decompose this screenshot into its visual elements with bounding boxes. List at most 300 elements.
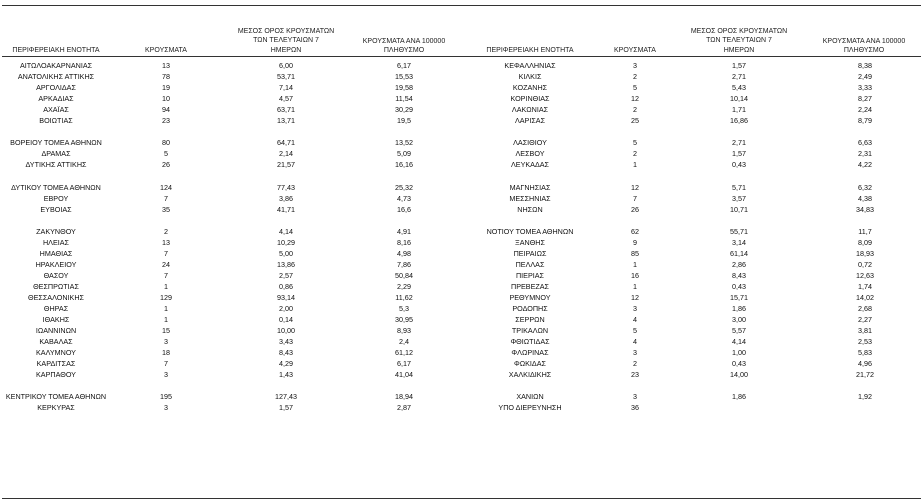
- region-cell: ΦΩΚΙΔΑΣ: [514, 359, 546, 369]
- cases-cell: 18: [162, 348, 170, 358]
- table-row: [0, 82, 465, 93]
- avg-cell: 10,00: [277, 326, 295, 336]
- region-cell: ΜΕΣΣΗΝΙΑΣ: [509, 193, 551, 203]
- avg-cell: 1,57: [732, 61, 746, 70]
- avg-cell: 3,14: [732, 237, 746, 247]
- region-cell: ΑΙΤΩΛΟΑΚΑΡΝΑΝΙΑΣ: [19, 61, 93, 70]
- avg-cell: 1,71: [732, 105, 746, 115]
- region-cell: ΙΩΑΝΝΙΝΩΝ: [35, 326, 77, 336]
- table-row: [0, 204, 465, 215]
- avg-cell: 0,43: [732, 281, 746, 291]
- cases-cell: 2: [164, 226, 168, 236]
- region-cell: ΝΟΤΙΟΥ ΤΟΜΕΑ ΑΘΗΝΩΝ: [486, 226, 574, 236]
- cases-cell: 1: [633, 259, 637, 269]
- cases-cell: 3: [633, 348, 637, 358]
- per100k-cell: 18,93: [856, 248, 874, 258]
- table-row: [0, 226, 465, 237]
- header-avg-line3-right: ΗΜΕΡΩΝ: [723, 46, 755, 54]
- table-row: [0, 336, 465, 347]
- avg-cell: 4,14: [732, 337, 746, 347]
- cases-cell: 7: [164, 270, 168, 280]
- avg-cell: 14,00: [730, 370, 748, 380]
- region-cell: ΗΛΕΙΑΣ: [42, 237, 70, 247]
- per100k-cell: 3,33: [858, 83, 872, 93]
- header-avg: [226, 27, 346, 55]
- region-cell: ΠΙΕΡΙΑΣ: [515, 270, 544, 280]
- cases-cell: 13: [162, 237, 170, 247]
- avg-cell: 3,86: [279, 193, 293, 203]
- cases-cell: 16: [631, 270, 639, 280]
- per100k-cell: 34,83: [856, 204, 874, 214]
- per100k-cell: 2,4: [399, 337, 409, 347]
- region-cell: ΗΜΑΘΙΑΣ: [39, 248, 73, 258]
- per100k-cell: 6,32: [858, 182, 872, 192]
- table-row: [465, 226, 923, 237]
- table-row: [465, 259, 923, 270]
- region-cell: ΚΟΖΑΝΗΣ: [512, 83, 548, 93]
- cases-cell: 124: [160, 182, 172, 192]
- per100k-cell: 2,49: [858, 72, 872, 82]
- avg-cell: 5,43: [732, 83, 746, 93]
- per100k-cell: 2,68: [858, 304, 872, 314]
- region-cell: ΦΛΩΡΙΝΑΣ: [511, 348, 549, 358]
- per100k-cell: 4,96: [858, 359, 872, 369]
- avg-cell: 5,71: [732, 182, 746, 192]
- cases-cell: 3: [633, 304, 637, 314]
- table-row: [465, 104, 923, 115]
- table-row: [0, 314, 465, 325]
- avg-cell: 64,71: [277, 138, 295, 148]
- avg-cell: 7,14: [279, 83, 293, 93]
- table-row: [465, 369, 923, 380]
- avg-cell: 53,71: [277, 72, 295, 82]
- per100k-cell: 19,5: [397, 116, 411, 126]
- header-per-right: [805, 37, 923, 56]
- table-row: [0, 248, 465, 259]
- per100k-cell: 19,58: [395, 83, 413, 93]
- avg-cell: 2,71: [732, 138, 746, 148]
- per100k-cell: 2,27: [858, 315, 872, 325]
- per100k-cell: 2,31: [858, 149, 872, 159]
- per100k-cell: 4,91: [397, 226, 411, 236]
- avg-cell: 13,71: [277, 116, 295, 126]
- avg-cell: 0,43: [732, 359, 746, 369]
- per100k-cell: 11,54: [395, 94, 413, 104]
- region-cell: ΛΑΚΩΝΙΑΣ: [511, 105, 549, 115]
- per100k-cell: 3,81: [858, 326, 872, 336]
- per100k-cell: 13,52: [395, 138, 413, 148]
- table-row: [0, 60, 465, 71]
- per100k-cell: 16,6: [397, 204, 411, 214]
- avg-cell: 77,43: [277, 182, 295, 192]
- per100k-cell: 2,24: [858, 105, 872, 115]
- table-row: [465, 115, 923, 126]
- cases-cell: 2: [633, 72, 637, 82]
- table-row: [465, 148, 923, 159]
- region-cell: ΚΟΡΙΝΘΙΑΣ: [510, 94, 550, 104]
- per100k-cell: 4,98: [397, 248, 411, 258]
- avg-cell: 4,14: [279, 226, 293, 236]
- avg-cell: 3,57: [732, 193, 746, 203]
- region-cell: ΔΥΤΙΚΟΥ ΤΟΜΕΑ ΑΘΗΝΩΝ: [11, 182, 101, 192]
- avg-cell: 13,86: [277, 259, 295, 269]
- table-row: [465, 159, 923, 170]
- cases-cell: 5: [164, 149, 168, 159]
- table-row: [0, 270, 465, 281]
- region-cell: ΠΡΕΒΕΖΑΣ: [511, 281, 549, 291]
- region-cell: ΡΕΘΥΜΝΟΥ: [509, 292, 551, 302]
- cases-cell: 35: [162, 204, 170, 214]
- top-border: [2, 5, 921, 6]
- region-cell: ΖΑΚΥΝΘΟΥ: [36, 226, 76, 236]
- table-row: [0, 170, 465, 181]
- region-cell: ΛΕΣΒΟΥ: [515, 149, 545, 159]
- header-region-right: ΠΕΡΙΦΕΡΕΙΑΚΗ ΕΝΟΤΗΤΑ: [486, 47, 574, 54]
- table-row: [0, 215, 465, 226]
- avg-cell: 63,71: [277, 105, 295, 115]
- cases-cell: 2: [633, 149, 637, 159]
- avg-cell: 1,43: [279, 370, 293, 380]
- region-cell: ΘΗΡΑΣ: [43, 304, 69, 314]
- table-row: [465, 380, 923, 391]
- table-row: [0, 237, 465, 248]
- per100k-cell: 5,09: [397, 149, 411, 159]
- cases-cell: 129: [160, 292, 172, 302]
- per100k-cell: 16,16: [395, 160, 413, 170]
- region-cell: ΜΑΓΝΗΣΙΑΣ: [509, 182, 551, 192]
- per100k-cell: 18,94: [395, 392, 413, 402]
- avg-cell: 21,57: [277, 160, 295, 170]
- bottom-border: [2, 498, 921, 499]
- table-row: [0, 380, 465, 391]
- region-cell: ΘΕΣΣΑΛΟΝΙΚΗΣ: [28, 292, 84, 302]
- cases-cell: 94: [162, 105, 170, 115]
- per100k-cell: 30,29: [395, 105, 413, 115]
- region-cell: ΡΟΔΟΠΗΣ: [512, 304, 548, 314]
- table-row: [0, 303, 465, 314]
- per100k-cell: 15,53: [395, 72, 413, 82]
- table-row: [0, 104, 465, 115]
- per100k-cell: 4,38: [858, 193, 872, 203]
- avg-cell: 0,86: [279, 281, 293, 291]
- avg-cell: 1,86: [732, 392, 746, 402]
- table-row: [0, 159, 465, 170]
- per100k-cell: 30,95: [395, 315, 413, 325]
- header-per: [348, 37, 460, 56]
- table-row: [465, 270, 923, 281]
- avg-cell: 15,71: [730, 292, 748, 302]
- avg-cell: 55,71: [730, 226, 748, 236]
- per100k-cell: 4,22: [858, 160, 872, 170]
- table-row: [465, 292, 923, 303]
- cases-cell: 4: [633, 337, 637, 347]
- cases-cell: 195: [160, 392, 172, 402]
- header-per-line2: ΠΛΗΘΥΣΜΟ: [383, 47, 425, 55]
- table-row: [0, 259, 465, 270]
- per100k-cell: 50,84: [395, 270, 413, 280]
- table-row: [465, 248, 923, 259]
- cases-cell: 23: [162, 116, 170, 126]
- avg-cell: 61,14: [730, 248, 748, 258]
- region-cell: ΑΧΑΪΑΣ: [43, 105, 69, 115]
- region-cell: ΒΟΙΩΤΙΑΣ: [39, 116, 73, 126]
- header-avg-line3: ΗΜΕΡΩΝ: [270, 46, 302, 54]
- cases-cell: 7: [633, 193, 637, 203]
- table-row: [465, 204, 923, 215]
- avg-cell: 2,86: [732, 259, 746, 269]
- table-row: [0, 369, 465, 380]
- cases-cell: 1: [633, 281, 637, 291]
- avg-cell: 5,57: [732, 326, 746, 336]
- right-rows: [465, 60, 923, 414]
- avg-cell: 0,43: [732, 160, 746, 170]
- avg-cell: 127,43: [275, 392, 297, 402]
- per100k-cell: 1,92: [858, 392, 872, 402]
- avg-cell: 5,00: [279, 248, 293, 258]
- table-row: [465, 193, 923, 204]
- region-cell: ΠΕΙΡΑΙΩΣ: [513, 248, 547, 258]
- avg-cell: 3,00: [732, 315, 746, 325]
- cases-cell: 78: [162, 72, 170, 82]
- region-cell: ΥΠΟ ΔΙΕΡΕΥΝΗΣΗ: [498, 403, 562, 413]
- region-cell: ΘΕΣΠΡΩΤΙΑΣ: [33, 281, 79, 291]
- per100k-cell: 0,72: [858, 259, 872, 269]
- table-row: [465, 325, 923, 336]
- cases-cell: 10: [162, 94, 170, 104]
- table-row: [465, 182, 923, 193]
- region-cell: ΤΡΙΚΑΛΩΝ: [511, 326, 549, 336]
- avg-cell: 1,00: [732, 348, 746, 358]
- table-row: [465, 402, 923, 413]
- cases-cell: 25: [631, 116, 639, 126]
- region-cell: ΑΡΚΑΔΙΑΣ: [38, 94, 74, 104]
- table-row: [465, 281, 923, 292]
- header-avg-line2: ΤΩΝ ΤΕΛΕΥΤΑΙΩΝ 7: [253, 37, 319, 45]
- header-per-line1: ΚΡΟΥΣΜΑΤΑ ΑΝΑ 100000: [362, 38, 446, 45]
- avg-cell: 4,29: [279, 359, 293, 369]
- avg-cell: 2,57: [279, 270, 293, 280]
- table-row: [0, 292, 465, 303]
- cases-cell: 13: [162, 61, 170, 70]
- avg-cell: 10,29: [277, 237, 295, 247]
- cases-cell: 5: [633, 138, 637, 148]
- per100k-cell: 8,79: [858, 116, 872, 126]
- table-row: [465, 303, 923, 314]
- region-cell: ΔΥΤΙΚΗΣ ΑΤΤΙΚΗΣ: [25, 160, 87, 170]
- region-cell: ΑΡΓΟΛΙΔΑΣ: [36, 83, 76, 93]
- region-cell: ΚΕΝΤΡΙΚΟΥ ΤΟΜΕΑ ΑΘΗΝΩΝ: [5, 392, 107, 402]
- region-cell: ΗΡΑΚΛΕΙΟΥ: [35, 259, 77, 269]
- cases-cell: 24: [162, 259, 170, 269]
- region-cell: ΚΙΛΚΙΣ: [518, 72, 542, 82]
- cases-cell: 36: [631, 403, 639, 413]
- cases-cell: 26: [162, 160, 170, 170]
- table-row: [0, 182, 465, 193]
- table-row: [465, 347, 923, 358]
- avg-cell: 3,43: [279, 337, 293, 347]
- avg-cell: 8,43: [732, 270, 746, 280]
- cases-cell: 2: [633, 105, 637, 115]
- header-per-line1-right: ΚΡΟΥΣΜΑΤΑ ΑΝΑ 100000: [822, 38, 906, 45]
- table-row: [0, 93, 465, 104]
- table-row: [0, 126, 465, 137]
- cases-cell: 1: [164, 304, 168, 314]
- region-cell: ΝΗΣΩΝ: [517, 204, 543, 214]
- per100k-cell: 12,63: [856, 270, 874, 280]
- cases-cell: 85: [631, 248, 639, 258]
- cases-cell: 12: [631, 182, 639, 192]
- avg-cell: 4,57: [279, 94, 293, 104]
- cases-cell: 26: [631, 204, 639, 214]
- table-row: [465, 215, 923, 226]
- table-row: [465, 60, 923, 71]
- per100k-cell: 21,72: [856, 370, 874, 380]
- per100k-cell: 8,93: [397, 326, 411, 336]
- cases-cell: 1: [164, 315, 168, 325]
- cases-cell: 7: [164, 193, 168, 203]
- region-cell: ΛΑΣΙΘΙΟΥ: [513, 138, 547, 148]
- per100k-cell: 4,73: [397, 193, 411, 203]
- per100k-cell: 2,53: [858, 337, 872, 347]
- per100k-cell: 5,3: [399, 304, 409, 314]
- region-cell: ΙΘΑΚΗΣ: [42, 315, 70, 325]
- region-cell: ΠΕΛΛΑΣ: [515, 259, 545, 269]
- table-row: [465, 137, 923, 148]
- cases-cell: 80: [162, 138, 170, 148]
- header-avg-right: [679, 27, 799, 55]
- per100k-cell: 41,04: [395, 370, 413, 380]
- table-row: [0, 325, 465, 336]
- table-row: [0, 391, 465, 402]
- cases-cell: 5: [633, 83, 637, 93]
- region-cell: ΘΑΣΟΥ: [43, 270, 69, 280]
- table-row: [465, 358, 923, 369]
- region-cell: ΔΡΑΜΑΣ: [41, 149, 71, 159]
- table-row: [465, 126, 923, 137]
- table-row: [0, 71, 465, 82]
- table-row: [465, 170, 923, 181]
- table-row: [0, 281, 465, 292]
- cases-cell: 3: [164, 370, 168, 380]
- per100k-cell: 8,27: [858, 94, 872, 104]
- avg-cell: 0,14: [279, 315, 293, 325]
- per100k-cell: 8,16: [397, 237, 411, 247]
- region-cell: ΕΒΡΟΥ: [43, 193, 69, 203]
- table-row: [465, 336, 923, 347]
- table-row: [0, 358, 465, 369]
- region-cell: ΧΑΛΚΙΔΙΚΗΣ: [508, 370, 552, 380]
- avg-cell: 41,71: [277, 204, 295, 214]
- avg-cell: 10,71: [730, 204, 748, 214]
- region-cell: ΚΑΡΔΙΤΣΑΣ: [36, 359, 76, 369]
- per100k-cell: 6,63: [858, 138, 872, 148]
- table-row: [465, 314, 923, 325]
- cases-cell: 9: [633, 237, 637, 247]
- avg-cell: 1,57: [732, 149, 746, 159]
- per100k-cell: 8,09: [858, 237, 872, 247]
- header-avg-line1: ΜΕΣΟΣ ΟΡΟΣ ΚΡΟΥΣΜΑΤΩΝ: [237, 28, 335, 35]
- region-cell: ΑΝΑΤΟΛΙΚΗΣ ΑΤΤΙΚΗΣ: [17, 72, 95, 82]
- cases-cell: 1: [164, 281, 168, 291]
- cases-cell: 7: [164, 359, 168, 369]
- per100k-cell: 7,86: [397, 259, 411, 269]
- cases-cell: 1: [633, 160, 637, 170]
- table-row: [0, 115, 465, 126]
- table-row: [465, 71, 923, 82]
- per100k-cell: 8,38: [858, 61, 872, 70]
- table-row: [0, 347, 465, 358]
- table-row: [0, 148, 465, 159]
- avg-cell: 6,00: [279, 61, 293, 70]
- region-cell: ΣΕΡΡΩΝ: [515, 315, 545, 325]
- avg-cell: 1,86: [732, 304, 746, 314]
- table-row: [0, 193, 465, 204]
- cases-cell: 62: [631, 226, 639, 236]
- cases-cell: 2: [633, 359, 637, 369]
- avg-cell: 93,14: [277, 292, 295, 302]
- header-cases-right: ΚΡΟΥΣΜΑΤΑ: [614, 47, 656, 54]
- cases-cell: 15: [162, 326, 170, 336]
- region-cell: ΕΥΒΟΙΑΣ: [40, 204, 72, 214]
- avg-cell: 2,00: [279, 304, 293, 314]
- per100k-cell: 2,29: [397, 281, 411, 291]
- per100k-cell: 14,02: [856, 292, 874, 302]
- header-border: [2, 56, 921, 57]
- cases-cell: 3: [633, 61, 637, 70]
- table-row: [465, 237, 923, 248]
- per100k-cell: 25,32: [395, 182, 413, 192]
- avg-cell: 16,86: [730, 116, 748, 126]
- region-cell: ΧΑΝΙΩΝ: [516, 392, 544, 402]
- cases-cell: 3: [633, 392, 637, 402]
- table-row: [465, 82, 923, 93]
- table-row: [0, 402, 465, 413]
- per100k-cell: 61,12: [395, 348, 413, 358]
- table-row: [465, 391, 923, 402]
- header-cases: ΚΡΟΥΣΜΑΤΑ: [145, 47, 187, 54]
- avg-cell: 1,57: [279, 403, 293, 413]
- region-cell: ΛΕΥΚΑΔΑΣ: [510, 160, 549, 170]
- per100k-cell: 11,62: [395, 292, 413, 302]
- per100k-cell: 1,74: [858, 281, 872, 291]
- header-region: ΠΕΡΙΦΕΡΕΙΑΚΗ ΕΝΟΤΗΤΑ: [12, 47, 100, 54]
- avg-cell: 8,43: [279, 348, 293, 358]
- region-cell: ΚΑΡΠΑΘΟΥ: [36, 370, 76, 380]
- avg-cell: 2,14: [279, 149, 293, 159]
- cases-cell: 12: [631, 292, 639, 302]
- per100k-cell: 2,87: [397, 403, 411, 413]
- region-cell: ΚΕΦΑΛΛΗΝΙΑΣ: [504, 61, 556, 70]
- region-cell: ΚΑΒΑΛΑΣ: [39, 337, 73, 347]
- avg-cell: 10,14: [730, 94, 748, 104]
- left-rows: [0, 60, 465, 414]
- cases-cell: 7: [164, 248, 168, 258]
- cases-cell: 3: [164, 403, 168, 413]
- cases-cell: 23: [631, 370, 639, 380]
- per100k-cell: 11,7: [858, 226, 872, 236]
- per100k-cell: 6,17: [397, 61, 411, 70]
- cases-cell: 4: [633, 315, 637, 325]
- table-row: [0, 137, 465, 148]
- region-cell: ΚΑΛΥΜΝΟΥ: [36, 348, 76, 358]
- region-cell: ΞΑΝΘΗΣ: [515, 237, 545, 247]
- region-cell: ΚΕΡΚΥΡΑΣ: [37, 403, 75, 413]
- region-cell: ΦΘΙΩΤΙΔΑΣ: [510, 337, 550, 347]
- region-cell: ΒΟΡΕΙΟΥ ΤΟΜΕΑ ΑΘΗΝΩΝ: [10, 138, 102, 148]
- avg-cell: 2,71: [732, 72, 746, 82]
- cases-cell: 19: [162, 83, 170, 93]
- cases-cell: 5: [633, 326, 637, 336]
